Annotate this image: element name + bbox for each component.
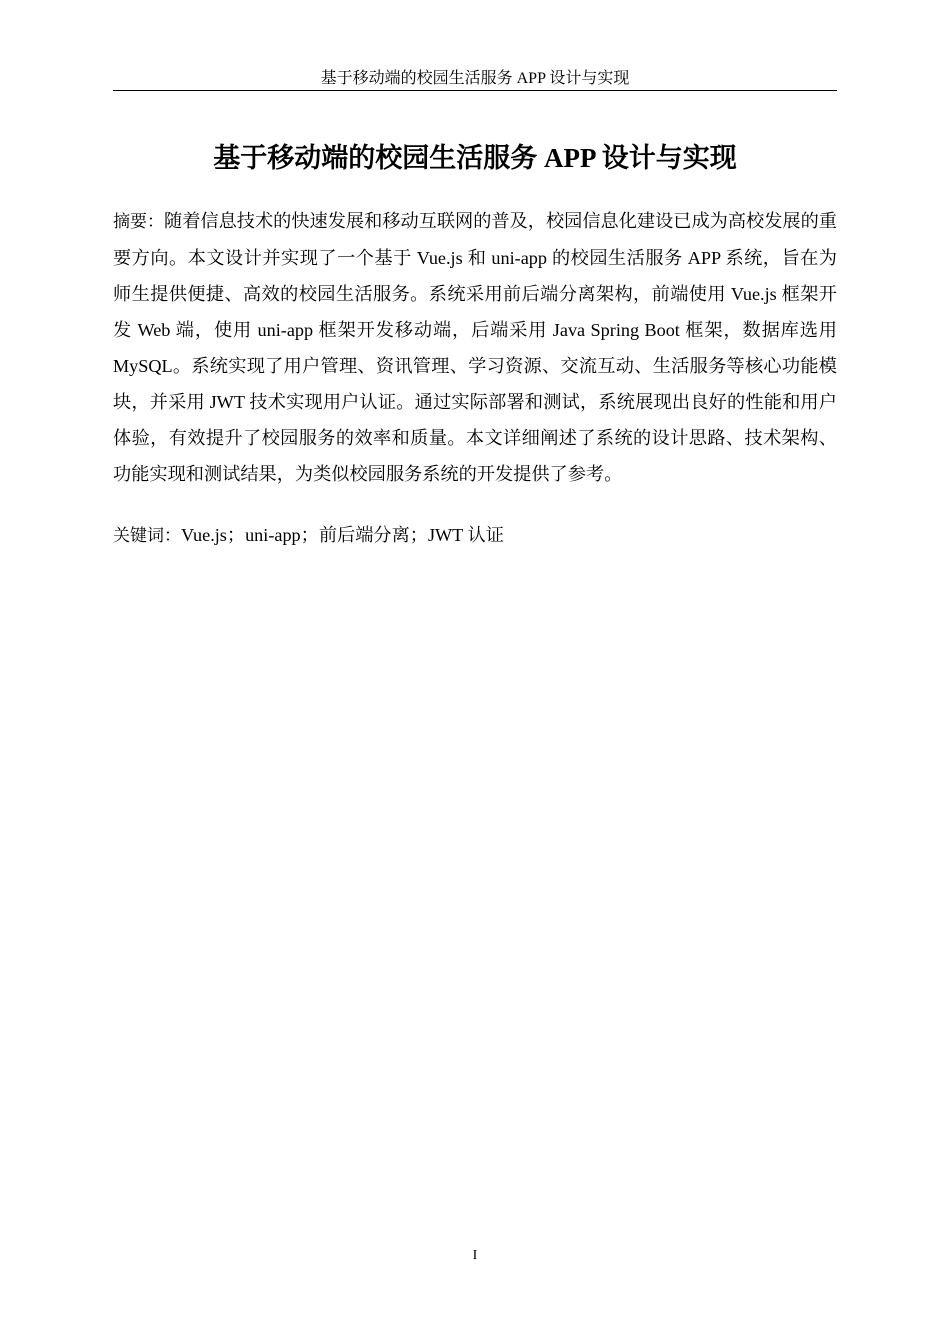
- keywords-paragraph: [113, 517, 837, 554]
- abstract-label: 摘要：: [113, 212, 165, 232]
- abstract-text: 随着信息技术的快速发展和移动互联网的普及，校园信息化建设已成为高校发展的重要方向。本文设计并实现了一个基于 Vue.js 和 uni-app 的校园生活服务 APP 系统，旨在为师生提供便捷、高效的校园生活服务。系统采用前后端分离架构，前端使用 Vue.js 框架开发 Web 端，使用 uni-app 框架开发移动端，后端采用 Java Spring Boot 框架，数据库选用 MySQL。系统实现了用户管理、资讯管理、学习资源、交流互动、生活服务等核心功能模块，并采用 JWT 技术实现用户认证。通过实际部署和测试，系统展现出良好的性能和用户体验，有效提升了校园服务的效率和质量。本文详细阐述了系统的设计思路、技术架构、功能实现和测试结果，为类似校园服务系统的开发提供了参考。: [113, 211, 837, 484]
- abstract-paragraph: [113, 203, 837, 492]
- paper-title: 基于移动端的校园生活服务 APP 设计与实现: [213, 143, 737, 173]
- page-number: I: [472, 1248, 478, 1263]
- running-header: 基于移动端的校园生活服务 APP 设计与实现: [320, 70, 630, 87]
- keywords-label: 关键词：: [113, 526, 181, 546]
- keywords-text: Vue.js；uni-app；前后端分离；JWT 认证: [181, 525, 504, 545]
- header-divider: [113, 90, 837, 91]
